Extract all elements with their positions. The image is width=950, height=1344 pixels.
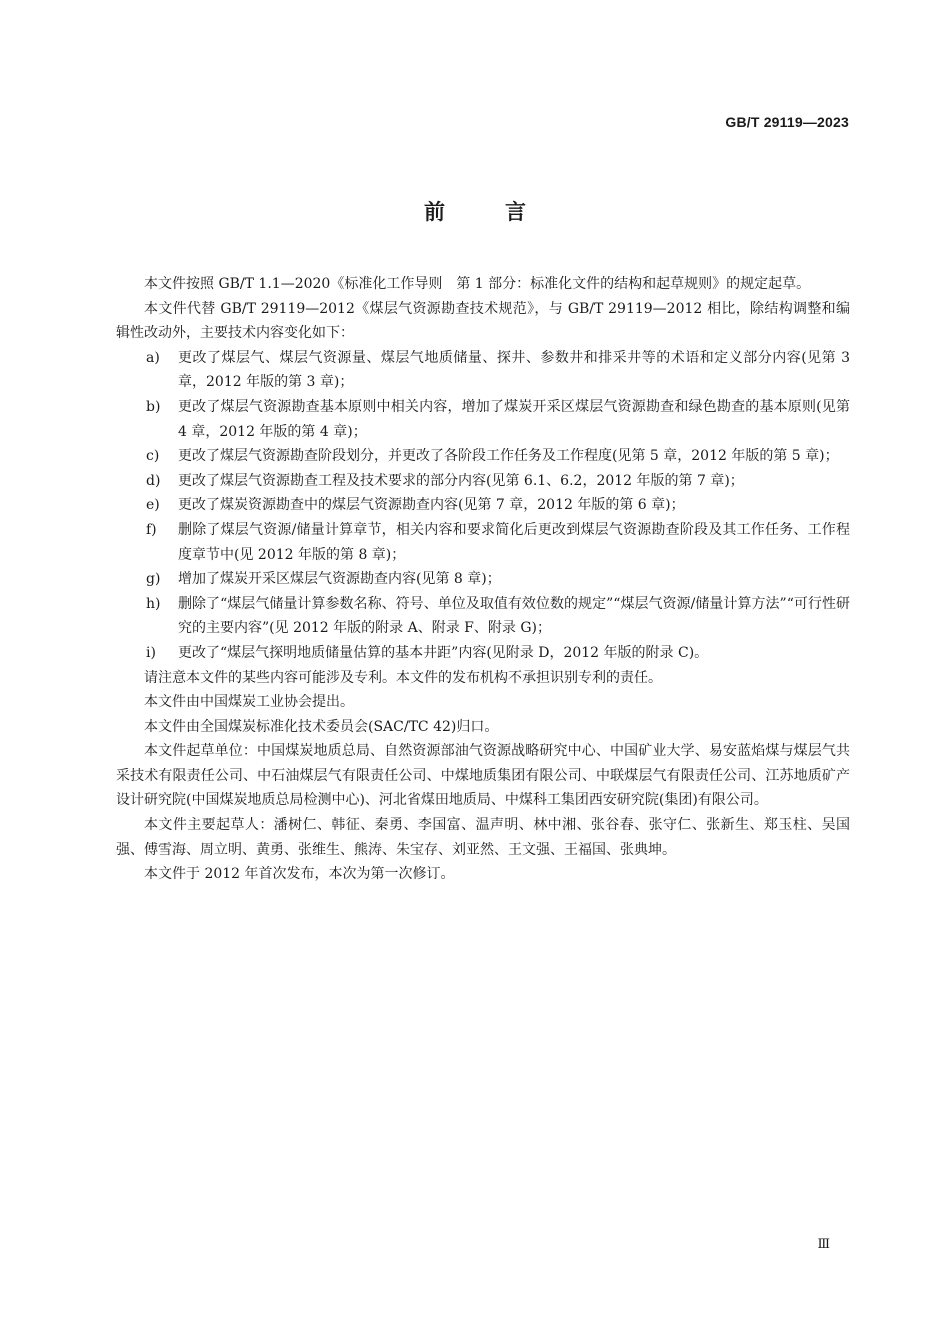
- change-item-text: 更改了煤层气、煤层气资源量、煤层气地质储量、探井、参数井和排采井等的术语和定义部分内容(见第 3 章，2012 年版的第 3 章)；: [178, 349, 850, 391]
- drafting-organizations: 本文件起草单位：中国煤炭地质总局、自然资源部油气资源战略研究中心、中国矿业大学、易安蓝焰煤与煤层气共采技术有限责任公司、中石油煤层气有限责任公司、中煤地质集团有限公司、中联煤层气有限责任公司、江苏地质矿产设计研究院(中国煤炭地质总局检测中心)、河北省煤田地质局、中煤科工集团西安研究院(集团)有限公司。: [116, 743, 850, 809]
- change-item-marker: c): [146, 448, 160, 465]
- change-item-marker: g): [146, 571, 161, 588]
- patent-notice: 请注意本文件的某些内容可能涉及专利。本文件的发布机构不承担识别专利的责任。: [144, 669, 662, 686]
- page-title: 前言: [424, 200, 586, 224]
- change-item-marker: i): [146, 644, 156, 661]
- change-item-text: 增加了煤炭开采区煤层气资源勘查内容(见第 8 章)；: [178, 571, 501, 588]
- document-code: GB/T 29119—2023: [725, 114, 849, 130]
- change-item-text: 更改了煤炭资源勘查中的煤层气资源勘查内容(见第 7 章，2012 年版的第 6 章)；: [178, 497, 685, 514]
- drafters: 本文件主要起草人：潘树仁、韩征、秦勇、李国富、温声明、林中湘、张谷春、张守仁、张新生、郑玉柱、吴国强、傅雪海、周立明、黄勇、张维生、熊涛、朱宝存、刘亚然、王文强、王福国、张典坤。: [116, 817, 850, 858]
- change-item: [116, 592, 850, 641]
- change-item: [116, 641, 850, 666]
- page-number: Ⅲ: [817, 1237, 830, 1252]
- change-item: [116, 493, 850, 518]
- change-item-marker: d): [146, 472, 161, 489]
- change-item-text: 更改了煤层气资源勘查基本原则中相关内容，增加了煤炭开采区煤层气资源勘查和绿色勘查的基本原则(见第 4 章，2012 年版的第 4 章)；: [178, 398, 850, 440]
- change-item-text: 更改了“煤层气探明地质储量估算的基本井距”内容(见附录 D，2012 年版的附录 C)。: [178, 644, 709, 661]
- change-item-text: 删除了煤层气资源/储量计算章节，相关内容和要求简化后更改到煤层气资源勘查阶段及其工作任务、工作程度章节中(见 2012 年版的第 8 章)；: [178, 521, 850, 563]
- change-item: [116, 567, 850, 592]
- change-item-marker: f): [146, 521, 157, 538]
- change-item-marker: h): [146, 595, 161, 612]
- change-item-marker: e): [146, 497, 160, 514]
- change-item-marker: a): [146, 349, 160, 366]
- change-item: [116, 346, 850, 395]
- intro-paragraph: 本文件按照 GB/T 1.1—2020《标准化工作导则 第 1 部分：标准化文件的结构和起草规则》的规定起草。: [144, 276, 811, 292]
- change-item: [116, 469, 850, 494]
- publication-history: 本文件于 2012 年首次发布，本次为第一次修订。: [144, 866, 455, 883]
- intro-paragraph: 本文件代替 GB/T 29119—2012《煤层气资源勘查技术规范》，与 GB/T 29119—2012 相比，除结构调整和编辑性改动外，主要技术内容变化如下：: [116, 300, 850, 342]
- change-item-text: 更改了煤层气资源勘查阶段划分，并更改了各阶段工作任务及工作程度(见第 5 章，2012 年版的第 5 章)；: [178, 448, 839, 465]
- change-item: [116, 518, 850, 567]
- change-item: [116, 395, 850, 444]
- change-item-marker: b): [146, 398, 161, 415]
- foreword-body: [116, 272, 850, 887]
- committee-statement: 本文件由全国煤炭标准化技术委员会(SAC/TC 42)归口。: [144, 718, 499, 735]
- proposer-statement: 本文件由中国煤炭工业协会提出。: [144, 694, 354, 711]
- change-item: [116, 444, 850, 469]
- change-item-text: 删除了“煤层气储量计算参数名称、符号、单位及取值有效位数的规定”“煤层气资源/储量计算方法”“可行性研究的主要内容”(见 2012 年版的附录 A、附录 F、附录 G)；: [178, 595, 850, 637]
- change-item-text: 更改了煤层气资源勘查工程及技术要求的部分内容(见第 6.1、6.2，2012 年版的第 7 章)；: [178, 472, 744, 489]
